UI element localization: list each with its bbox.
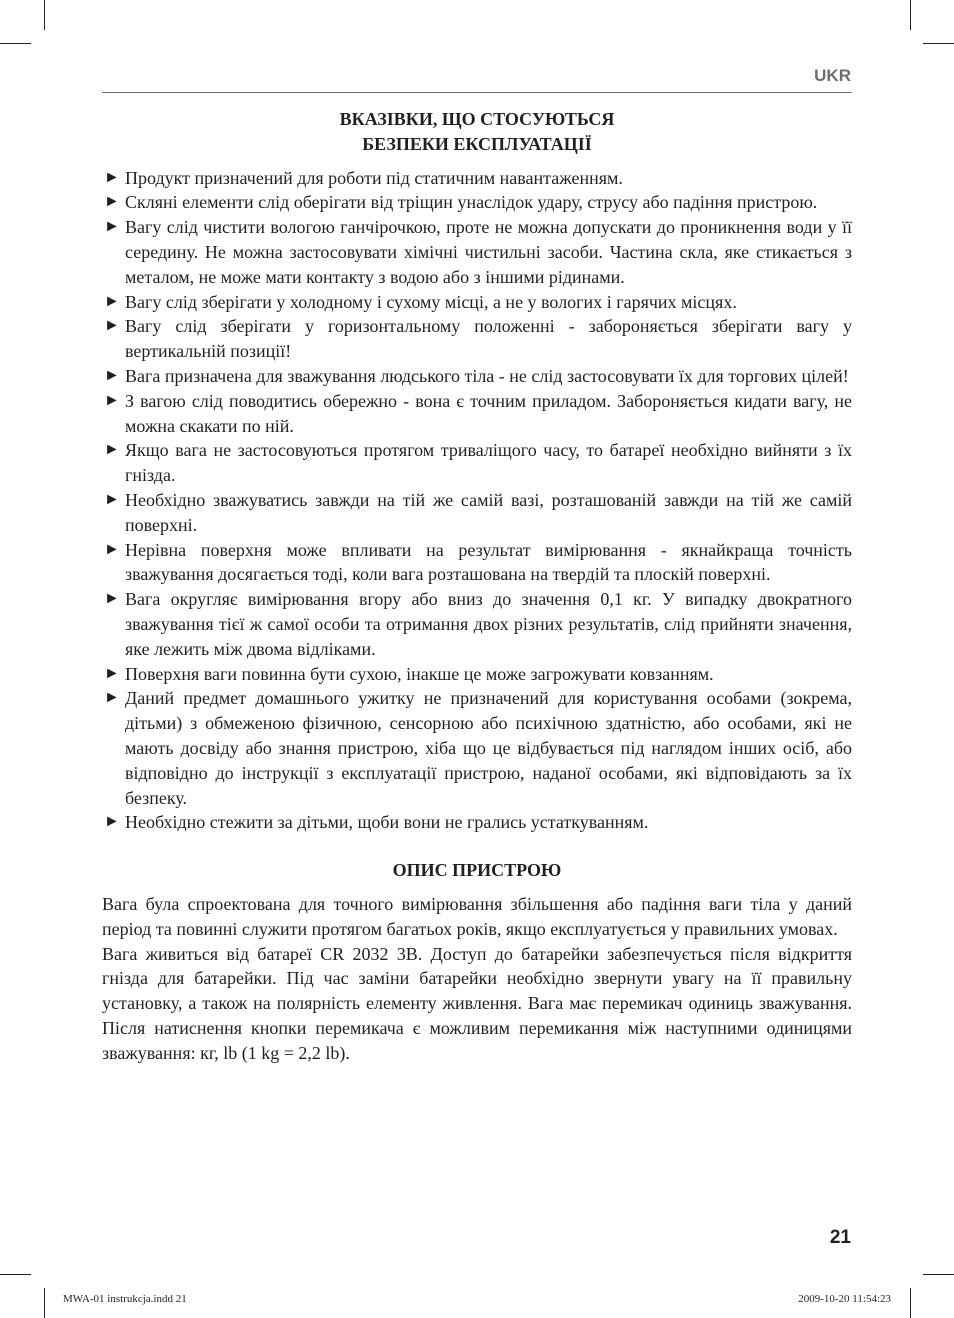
bullet-arrow-icon: ►: [104, 193, 120, 211]
crop-mark: [0, 43, 31, 44]
bullet-arrow-icon: ►: [104, 664, 120, 682]
list-item-text: Нерівна поверхня може впливати на результат вимірювання - якнайкраща точність зважування досягається тоді, коли вага розташована на твердій та плоскій поверхні.: [125, 539, 852, 585]
list-item-text: Скляні елементи слід оберігати від тріщин унаслідок удару, струсу або падіння пристрою.: [125, 192, 818, 213]
bullet-arrow-icon: ►: [104, 391, 120, 409]
list-item: [102, 488, 852, 538]
bullet-arrow-icon: ►: [104, 441, 120, 459]
list-item-text: Вага округляє вимірювання вгору або вниз до значення 0,1 кг. У випадку двократного зважування тієї ж самої особи та отримання двох різних результатів, слід прийняти значення, яке лежить між двома відліками.: [125, 589, 852, 659]
slug-filename: MWA-01 instrukcja.indd 21: [63, 1293, 187, 1305]
page-number: 21: [829, 1227, 851, 1248]
list-item-text: Якщо вага не застосовуються протягом триваліщого часу, то батареї необхідно вийняти з їх гнізда.: [125, 440, 852, 486]
section-title-line: ВКАЗІВКИ, ЩО СТОСУЮТЬСЯ: [339, 109, 615, 129]
crop-mark: [44, 1288, 45, 1318]
list-item-text: Вагу слід зберігати у холодному і сухому місці, а не у вологих і гарячих місцях.: [125, 291, 737, 312]
bullet-arrow-icon: ►: [104, 813, 120, 831]
list-item: [102, 686, 852, 810]
list-item: [102, 438, 852, 488]
bullet-arrow-icon: ►: [104, 168, 120, 186]
list-item-text: Поверхня ваги повинна бути сухою, інакше це може загрожувати ковзанням.: [125, 663, 714, 684]
bullet-arrow-icon: ►: [104, 590, 120, 608]
list-item: [102, 364, 852, 389]
section-title-line: БЕЗПЕКИ ЕКСПЛУАТАЦІЇ: [362, 133, 592, 154]
list-item: [102, 314, 852, 364]
list-item-text: Продукт призначений для роботи під статичним навантаженням.: [125, 167, 623, 188]
page-content: [102, 107, 852, 1065]
list-item: [102, 190, 852, 215]
bullet-arrow-icon: ►: [104, 366, 120, 384]
list-item-text: Даний предмет домашнього ужитку не призначений для користування особами (зокрема, дітьми) з обмеженою фізичною, сенсорною або психічною здатністю, або особами, які не мають досвіду або знання пристрою, хіба що це відбувається під наглядом інших осіб, або відповідно до інструкції з експлуатації пристрою, наданої особами, які відповідають за їх безпеку.: [125, 688, 852, 808]
list-item: [102, 662, 852, 687]
header-divider: [102, 92, 852, 93]
list-item-text: Необхідно стежити за дітьми, щоби вони не грались устаткуванням.: [125, 812, 649, 833]
crop-mark: [910, 1288, 911, 1318]
bullet-arrow-icon: ►: [104, 490, 120, 508]
description-paragraph: Вага живиться від батареї CR 2032 3В. Доступ до батарейки забезпечується після відкриття гнізда для батарейки. Під час заміни батарейки необхідно звернути увагу на її правильну установку, а також на полярність елементу живлення. Вага має перемикач одиниць зважування. Після натиснення кнопки перемикача є можливим перемикання між наступними одиницями зважування: кг, lb (1 kg = 2,2 lb).: [102, 943, 852, 1063]
bullet-arrow-icon: ►: [104, 689, 120, 707]
slug-timestamp: 2009-10-20 11:54:23: [798, 1293, 891, 1305]
list-item-text: Вага призначена для зважування людського тіла - не слід застосовувати їх для торгових цілей!: [125, 365, 849, 386]
list-item: [102, 538, 852, 588]
crop-mark: [923, 1274, 954, 1275]
bullet-arrow-icon: ►: [104, 292, 120, 310]
list-item: [102, 166, 852, 191]
section-title-description: ОПИС ПРИСТРОЮ: [392, 860, 562, 881]
list-item-text: Вагу слід зберігати у горизонтальному положенні - забороняється зберігати вагу у вертикальній позиції!: [125, 316, 852, 362]
list-item: [102, 587, 852, 661]
description-paragraph: Вага була спроектована для точного вимірювання збільшення або падіння ваги тіла у даний період та повинні служити протягом багатьох років, якщо експлуатується у правильних умовах.: [102, 893, 852, 939]
language-label: UKR: [814, 66, 851, 85]
safety-list: [102, 166, 852, 836]
list-item-text: З вагою слід поводитись обережно - вона є точним приладом. Забороняється кидати вагу, не можна скакати по ній.: [125, 390, 852, 436]
list-item: [102, 810, 852, 835]
crop-mark: [44, 0, 45, 30]
list-item: [102, 290, 852, 315]
bullet-arrow-icon: ►: [104, 218, 120, 236]
section-title-safety: [102, 107, 852, 157]
list-item: [102, 215, 852, 289]
crop-mark: [0, 1274, 31, 1275]
list-item: [102, 389, 852, 439]
crop-mark: [923, 43, 954, 44]
bullet-arrow-icon: ►: [104, 317, 120, 335]
list-item-text: Необхідно зважуватись завжди на тій же самій вазі, розташованій завжди на тій же самій поверхні.: [125, 489, 852, 535]
crop-mark: [910, 0, 911, 30]
list-item-text: Вагу слід чистити вологою ганчірочкою, проте не можна допускати до проникнення води у її середину. Не можна застосовувати хімічні чистильні засоби. Частина скла, яке стикається з металом, не може мати контакту з водою або з іншими рідинами.: [125, 217, 852, 287]
bullet-arrow-icon: ►: [104, 540, 120, 558]
